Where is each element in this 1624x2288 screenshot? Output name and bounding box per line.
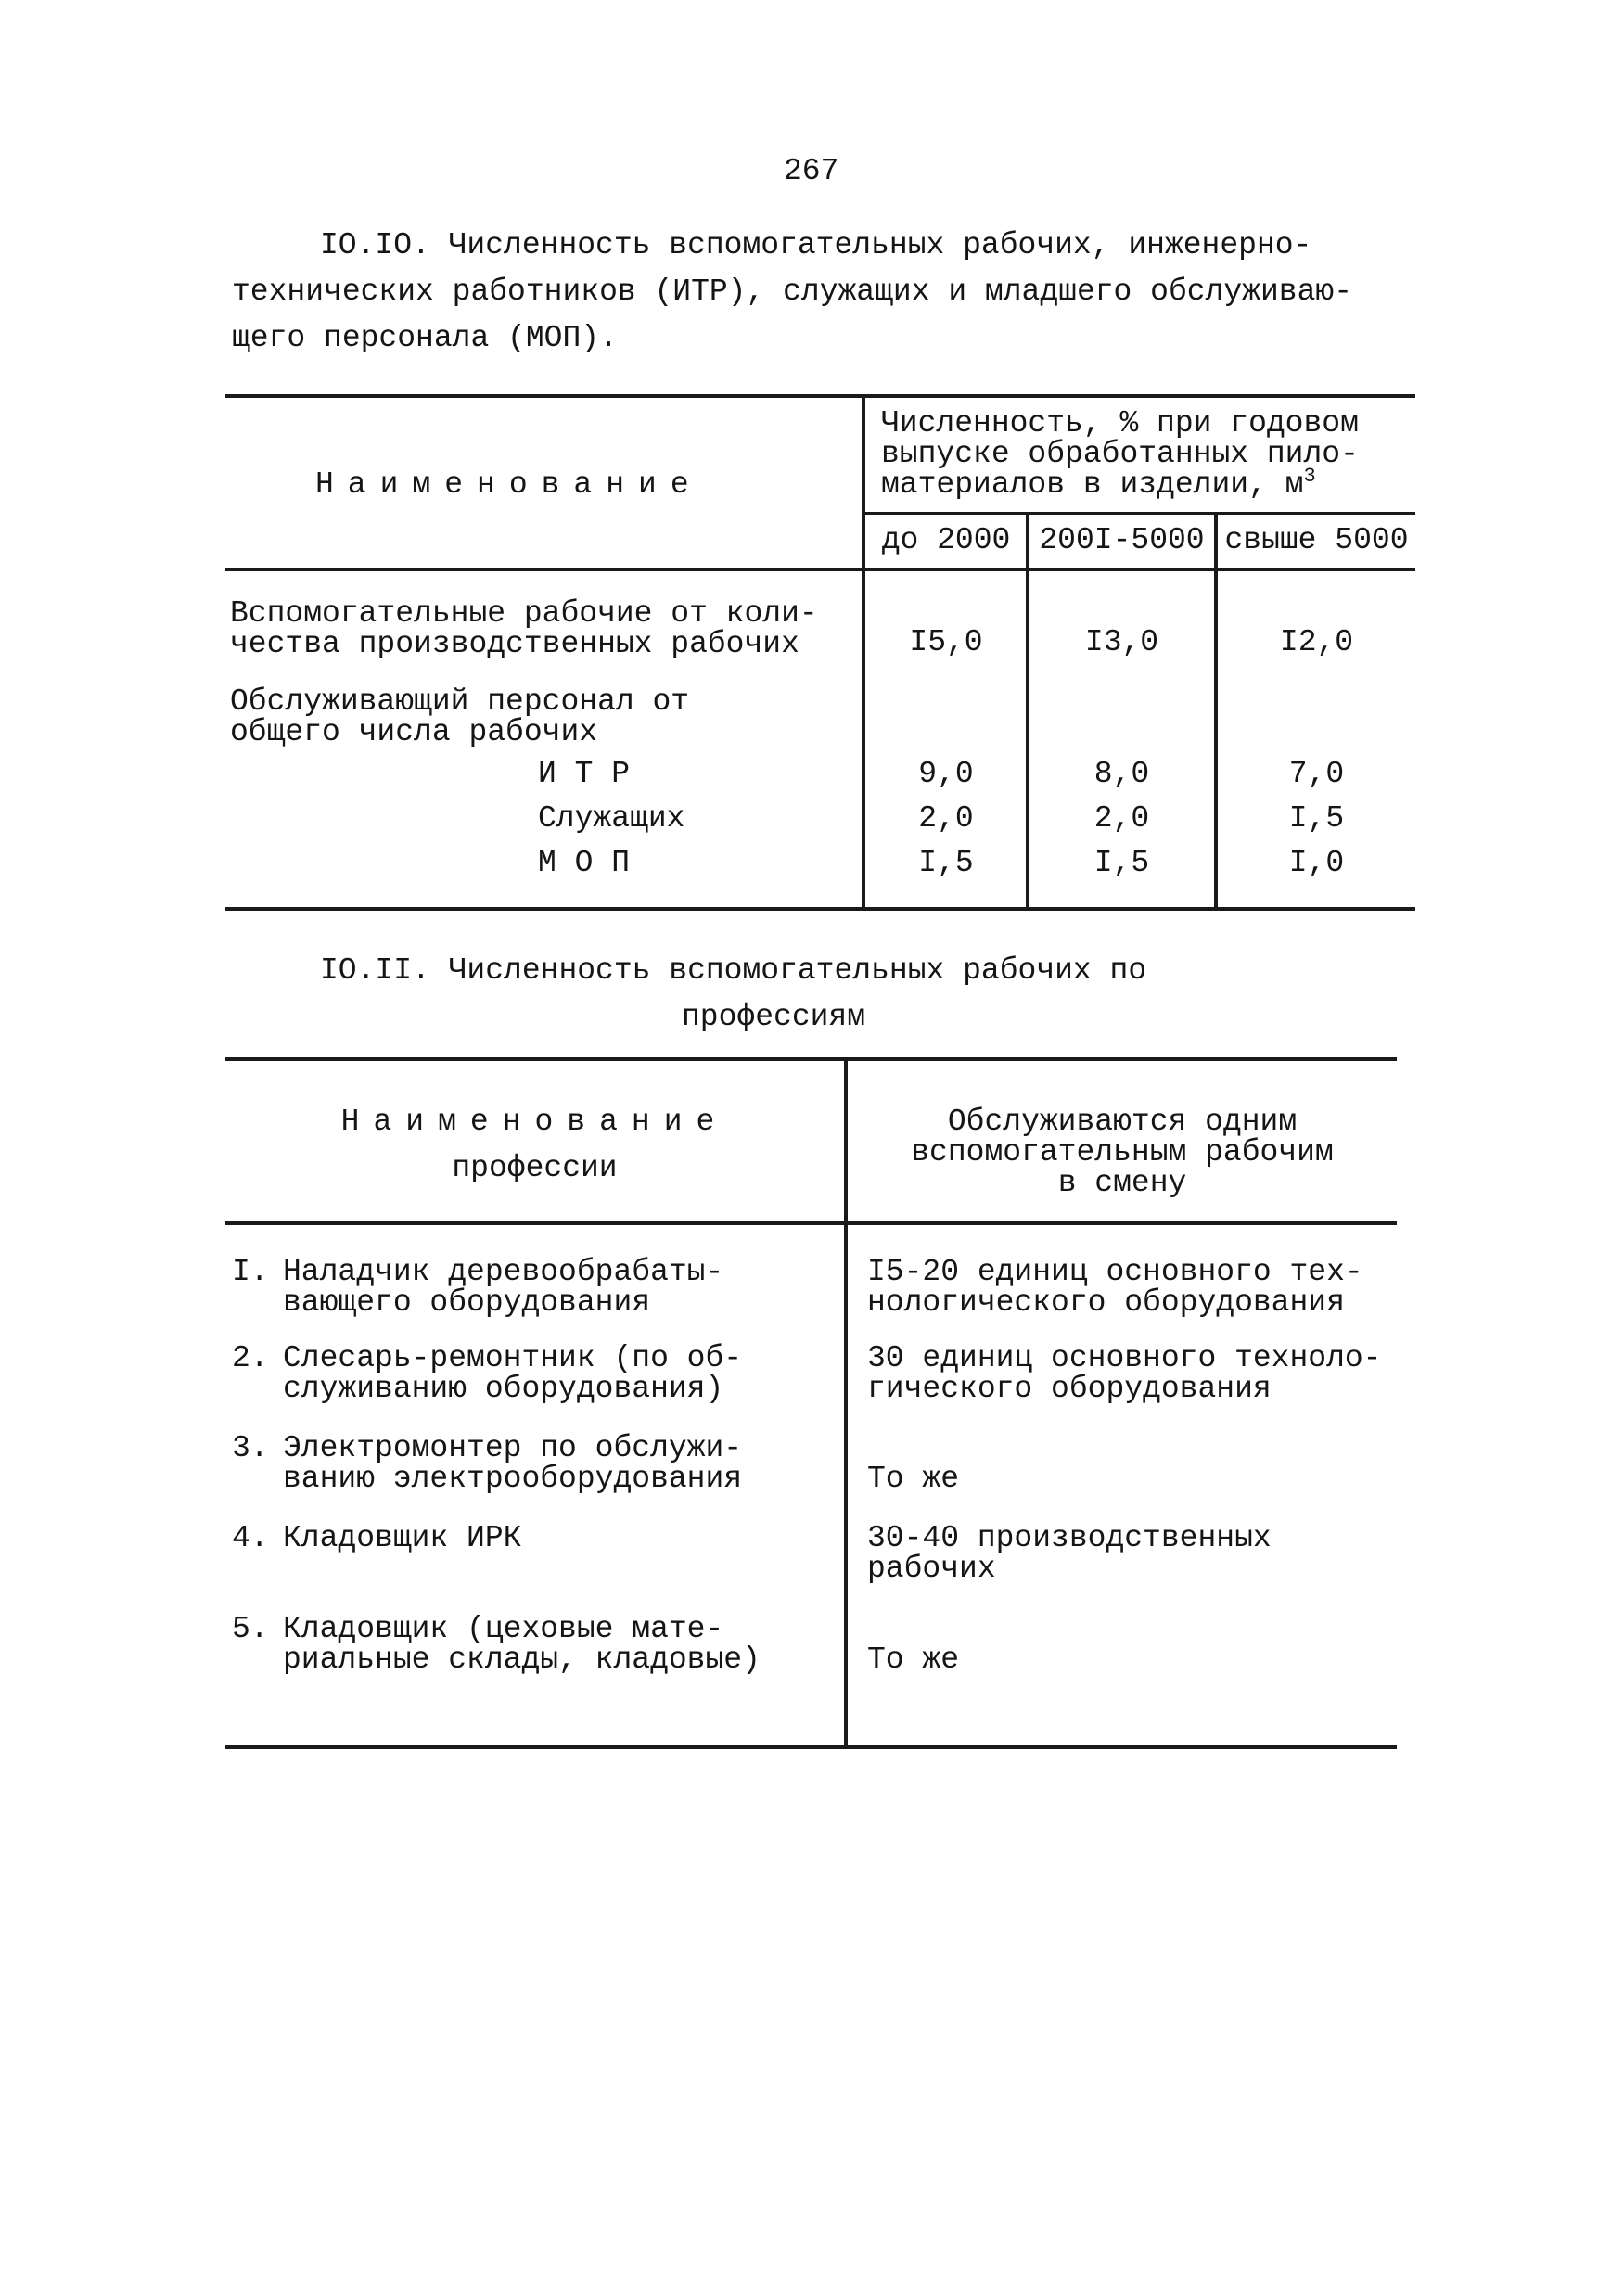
table2-row-name-line: Кладовщик ИРК	[283, 1521, 522, 1555]
table2-col1-header: профессии	[452, 1151, 618, 1185]
table2-row-number: 5.	[232, 1612, 269, 1646]
table1-cell: 7,0	[1288, 757, 1345, 791]
table1-row-name-line: М О П	[538, 846, 631, 880]
table1-row-name-line: Служащих	[538, 801, 685, 836]
table2-row-value-line: I5-20 единиц основного тех-	[867, 1255, 1363, 1289]
table1-cell: I2,0	[1279, 625, 1354, 659]
section-heading-line: профессиям	[682, 1000, 866, 1034]
table1-subheader: свыше 5000	[1224, 523, 1409, 557]
section-heading-line: технических работников (ИТР), служащих и младшего обслуживаю-	[232, 275, 1352, 309]
table1-col-divider	[862, 396, 865, 907]
table1-group-header-line-unit	[881, 465, 1316, 502]
table1-top-rule	[225, 394, 1415, 398]
table1-subheader: до 2000	[881, 523, 1011, 557]
table1-row-name-line: чества производственных рабочих	[230, 627, 799, 661]
table1-bottom-rule	[225, 907, 1415, 911]
table2-row-name-line: служиванию оборудования)	[283, 1372, 724, 1406]
table2-row-name-line: Наладчик деревообрабаты-	[283, 1255, 724, 1289]
table2-row-value-line: рабочих	[867, 1552, 996, 1586]
table2-col2-header: в смену	[1057, 1166, 1187, 1200]
table2-bottom-rule	[225, 1745, 1397, 1749]
table2-row-number: 3.	[232, 1431, 269, 1465]
table2-row-value-line: нологического оборудования	[867, 1285, 1345, 1320]
table1-cell: I,5	[1093, 846, 1150, 880]
table2-row-number: I.	[232, 1255, 269, 1289]
table2-col2-header: Обслуживаются одним	[947, 1105, 1298, 1139]
section-heading-line: IO.IO. Численность вспомогательных рабочих, инженерно-	[320, 228, 1312, 262]
section-heading-line: щего персонала (МОП).	[232, 321, 618, 355]
table1-group-header-line: материалов в изделии, м	[881, 467, 1304, 502]
table2-col2-header: вспомогательным рабочим	[911, 1135, 1334, 1170]
table2-row-name-line: вающего оборудования	[283, 1285, 651, 1320]
table2-row-value-line: 30 единиц основного техноло-	[867, 1341, 1382, 1375]
table1-cell: I,5	[1288, 801, 1345, 836]
table2-row-value-line: То же	[867, 1643, 960, 1677]
table2-row-name-line: Слесарь-ремонтник (по об-	[283, 1341, 743, 1375]
table1-row-name-line: И Т Р	[538, 757, 631, 791]
table1-row-name-line: общего числа рабочих	[230, 715, 598, 749]
table1-row-name-line: Вспомогательные рабочие от коли-	[230, 596, 818, 631]
table1-cell: I,0	[1288, 846, 1345, 880]
table2-row-name-line: риальные склады, кладовые)	[283, 1643, 761, 1677]
table2-row-number: 4.	[232, 1521, 269, 1555]
table1-cell: 9,0	[918, 757, 974, 791]
table2-top-rule	[225, 1057, 1397, 1061]
table1-cell: I5,0	[909, 625, 983, 659]
table1-group-header-line: выпуске обработанных пило-	[881, 437, 1359, 471]
table1-cell: 2,0	[918, 801, 974, 836]
table2-row-value-line: То же	[867, 1462, 960, 1496]
table1-cell: I,5	[918, 846, 974, 880]
table2-row-value-line: гического оборудования	[867, 1372, 1272, 1406]
table1-cell: 2,0	[1093, 801, 1150, 836]
table1-subheader-rule	[863, 512, 1415, 515]
table1-cell: I3,0	[1084, 625, 1159, 659]
table2-row-name-line: ванию электрооборудования	[283, 1462, 743, 1496]
table2-row-number: 2.	[232, 1341, 269, 1375]
section-heading-line: IO.II. Численность вспомогательных рабочих по	[320, 953, 1147, 988]
table1-name-header: Наименование	[315, 467, 703, 502]
table2-row-value-line: 30-40 производственных	[867, 1521, 1272, 1555]
table2-header-rule	[225, 1221, 1397, 1225]
unit-superscript: 3	[1303, 465, 1316, 488]
table1-row-name-line: Обслуживающий персонал от	[230, 684, 690, 719]
table1-group-header-line: Численность, % при годовом	[881, 406, 1359, 441]
page-number: 267	[784, 154, 839, 188]
table2-row-name-line: Электромонтер по обслужи-	[283, 1431, 743, 1465]
table1-cell: 8,0	[1093, 757, 1150, 791]
table1-header-rule	[225, 568, 1415, 571]
table1-subheader: 200I-5000	[1039, 523, 1205, 557]
table2-col1-header: Наименование	[340, 1105, 729, 1139]
table2-row-name-line: Кладовщик (цеховые мате-	[283, 1612, 724, 1646]
